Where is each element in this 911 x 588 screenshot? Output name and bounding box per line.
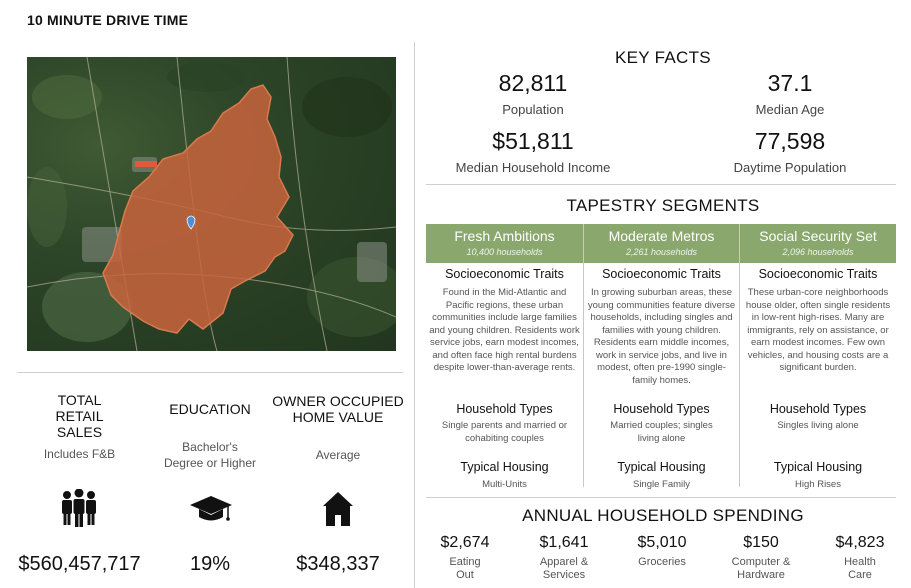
- segment-divider: [583, 224, 584, 487]
- people-group-icon: [59, 489, 99, 529]
- graduation-cap-icon: [189, 494, 233, 524]
- spending-value: $150: [743, 534, 779, 551]
- spending-value: $4,823: [835, 534, 885, 551]
- key-fact-median-income: [433, 128, 633, 175]
- key-fact-label: Population: [502, 102, 564, 117]
- spending-computer: [716, 534, 806, 582]
- typical-housing-text: High Rises: [795, 479, 841, 490]
- spending-value: $5,010: [637, 534, 687, 551]
- typical-housing-heading: Typical Housing: [773, 460, 863, 474]
- key-fact-label: Median Age: [755, 102, 825, 117]
- spending-apparel: [519, 534, 609, 582]
- key-fact-value: $51,811: [492, 128, 574, 154]
- spending-label: Apparel & Services: [539, 556, 589, 581]
- spending-title: ANNUAL HOUSEHOLD SPENDING: [522, 506, 804, 525]
- household-types-heading: Household Types: [613, 402, 710, 416]
- spending-value: $1,641: [539, 534, 589, 551]
- drive-time-map[interactable]: [27, 57, 396, 351]
- segment-households: 2,096 households: [782, 247, 854, 257]
- traits-heading: Socioeconomic Traits: [445, 267, 564, 281]
- traits-text: These urban-core neighborhoods house older, often single residents in low-rent high-rises. Many are immigrants, rely on assistance, or earn modest incomes. Few own vehicles, and housing costs are a significant burden.: [745, 287, 891, 373]
- typical-housing-text: Single Family: [632, 479, 691, 490]
- spending-label: Health Care: [844, 556, 876, 581]
- spending-label: Eating Out: [449, 556, 481, 581]
- spending-eating-out: [420, 534, 510, 582]
- typical-housing-text: Multi-Units: [482, 479, 527, 490]
- segment-name: Social Security Set: [759, 228, 877, 244]
- stat-title: TOTAL RETAIL SALES: [55, 392, 104, 440]
- stat-subtitle: Average: [315, 448, 361, 462]
- household-types-text: Single parents and married or cohabiting couples: [441, 420, 568, 444]
- segment-header-moderate-metros[interactable]: [584, 224, 739, 263]
- key-fact-value: 77,598: [754, 128, 826, 154]
- key-fact-daytime-population: [690, 128, 890, 175]
- segment-header-fresh-ambitions[interactable]: [426, 224, 583, 263]
- segment-details-moderate-metros: [586, 263, 737, 492]
- spending-value: $2,674: [440, 534, 490, 551]
- segment-details-fresh-ambitions: [428, 263, 581, 492]
- household-types-heading: Household Types: [456, 402, 553, 416]
- segment-households: 2,261 households: [625, 247, 698, 257]
- typical-housing-heading: Typical Housing: [460, 460, 549, 474]
- home-value-value: $348,337: [296, 553, 380, 575]
- spending-groceries: [617, 534, 707, 569]
- segment-name: Fresh Ambitions: [454, 228, 555, 244]
- key-facts-title: KEY FACTS: [615, 48, 711, 67]
- traits-text: Found in the Mid-Atlantic and Pacific regions, these urban communities include large families and young children. Residents work service jobs, earn modest incomes, and often face high rental burdens despite lower-than-average rents.: [429, 287, 580, 373]
- page-title: 10 MINUTE DRIVE TIME: [27, 12, 189, 28]
- key-fact-label: Median Household Income: [455, 160, 611, 175]
- total-retail-sales-value: $560,457,717: [18, 553, 141, 575]
- traits-heading: Socioeconomic Traits: [602, 267, 721, 281]
- key-fact-population: [433, 70, 633, 117]
- vertical-divider: [414, 42, 415, 588]
- stat-title: EDUCATION: [169, 401, 251, 417]
- key-facts-divider: [426, 184, 896, 185]
- drive-time-area: [103, 85, 293, 333]
- household-types-text: Married couples; singles living alone: [610, 420, 713, 444]
- household-types-text: Singles living alone: [777, 420, 859, 431]
- spending-health-care: [815, 534, 905, 582]
- left-divider: [17, 372, 403, 373]
- stat-title: OWNER OCCUPIED HOME VALUE: [272, 393, 404, 425]
- segment-households: 10,400 households: [466, 247, 543, 257]
- household-types-heading: Household Types: [769, 402, 867, 416]
- traits-heading: Socioeconomic Traits: [758, 267, 878, 281]
- key-fact-value: 82,811: [498, 70, 568, 96]
- key-fact-label: Daytime Population: [733, 160, 847, 175]
- key-fact-value: 37.1: [767, 70, 813, 96]
- key-fact-median-age: [690, 70, 890, 117]
- tapestry-divider: [426, 497, 896, 498]
- spending-label: Groceries: [638, 556, 686, 568]
- segment-details-social-security-set: [742, 263, 894, 492]
- education-value: 19%: [189, 553, 231, 575]
- stat-subtitle: Includes F&B: [43, 447, 116, 461]
- spending-label: Computer & Hardware: [731, 556, 791, 581]
- segment-header-social-security-set[interactable]: [740, 224, 896, 263]
- tapestry-title: TAPESTRY SEGMENTS: [566, 196, 760, 215]
- house-icon: [322, 491, 354, 527]
- segment-name: Moderate Metros: [608, 228, 715, 244]
- segment-divider: [739, 224, 740, 487]
- traits-text: In growing suburban areas, these young communities feature diverse households, including singles and families with young children. Residents earn middle incomes, work in service jobs, and live in modest, often pre-1990 single-family homes.: [587, 287, 736, 386]
- typical-housing-heading: Typical Housing: [617, 460, 706, 474]
- stat-subtitle: Bachelor's Degree or Higher: [163, 440, 257, 470]
